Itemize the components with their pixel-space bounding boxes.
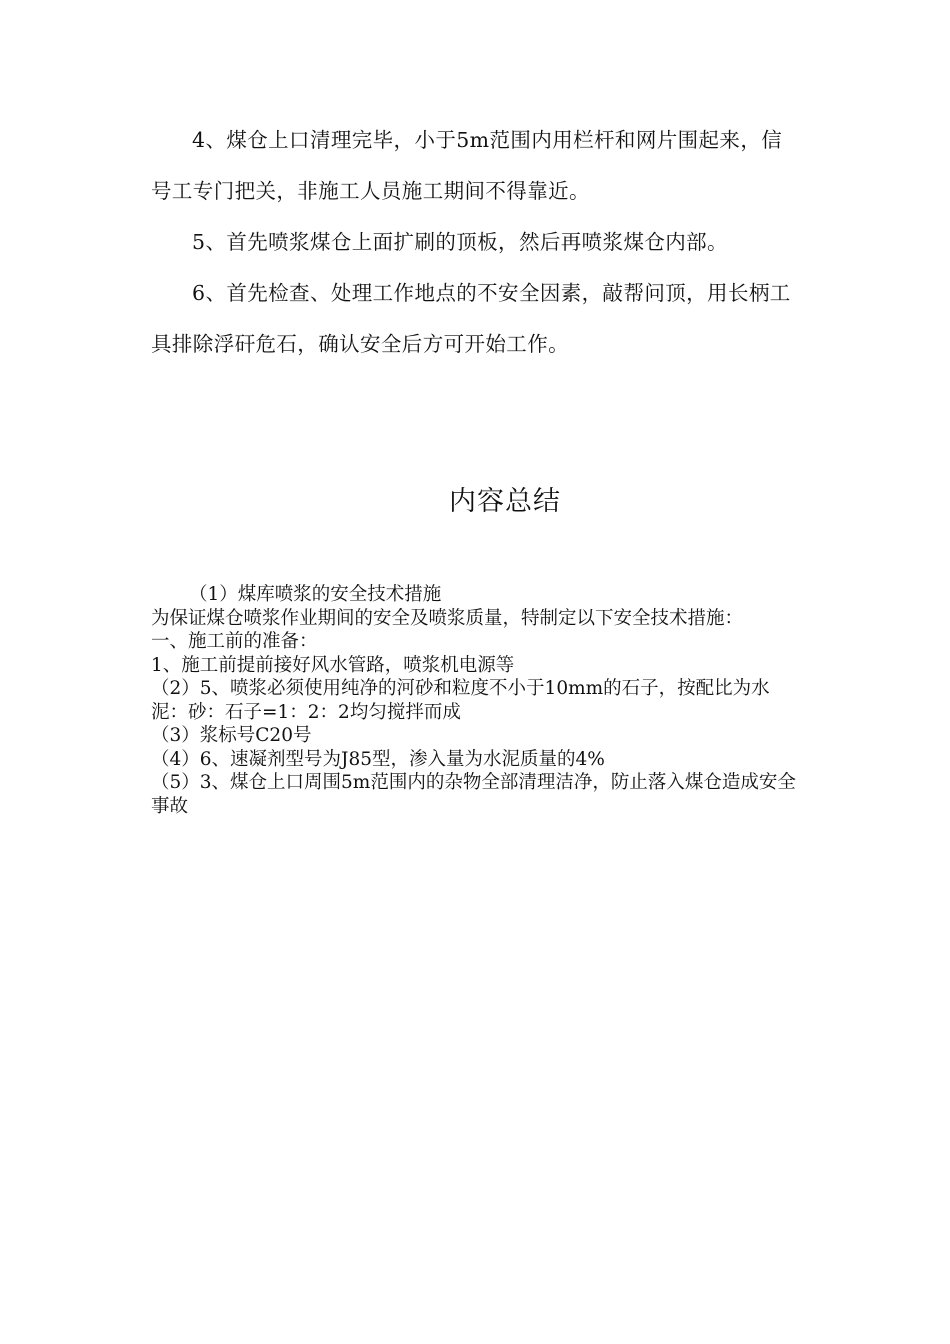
summary-text [151,583,796,818]
summary-line: （5）3、煤仓上口周围5m范围内的杂物全部清理洁净，防止落入煤仓造成安全事故 [151,772,796,817]
summary-line: 1、施工前提前接好风水管路，喷浆机电源等 [151,654,515,676]
summary-heading: 内容总结 [449,486,561,517]
paragraph-4: 4、煤仓上口清理完毕，小于5m范围内用栏杆和网片围起来，信号工专门把关，非施工人员施工期间不得靠近。 [151,128,783,203]
summary-line: 一、施工前的准备： [151,631,318,652]
summary-line: 为保证煤仓喷浆作业期间的安全及喷浆质量，特制定以下安全技术措施： [151,607,744,629]
paragraph-6: 6、首先检查、处理工作地点的不安全因素，敲帮问顶，用长柄工具排除浮矸危石，确认安全后方可开始工作。 [151,281,791,356]
paragraph-5: 5、首先喷浆煤仓上面扩刷的顶板，然后再喷浆煤仓内部。 [192,230,728,254]
summary-line: （2）5、喷浆必须使用纯净的河砂和粒度不小于10mm的石子，按配比为水泥：砂：石子=1：2：2均匀搅拌而成 [151,678,770,723]
summary-line: （4）6、速凝剂型号为J85型，渗入量为水泥质量的4% [151,748,605,770]
body-text [151,115,796,370]
summary-line: （1）煤库喷浆的安全技术措施 [189,584,442,605]
summary-line: （3）浆标号C20号 [151,725,312,746]
